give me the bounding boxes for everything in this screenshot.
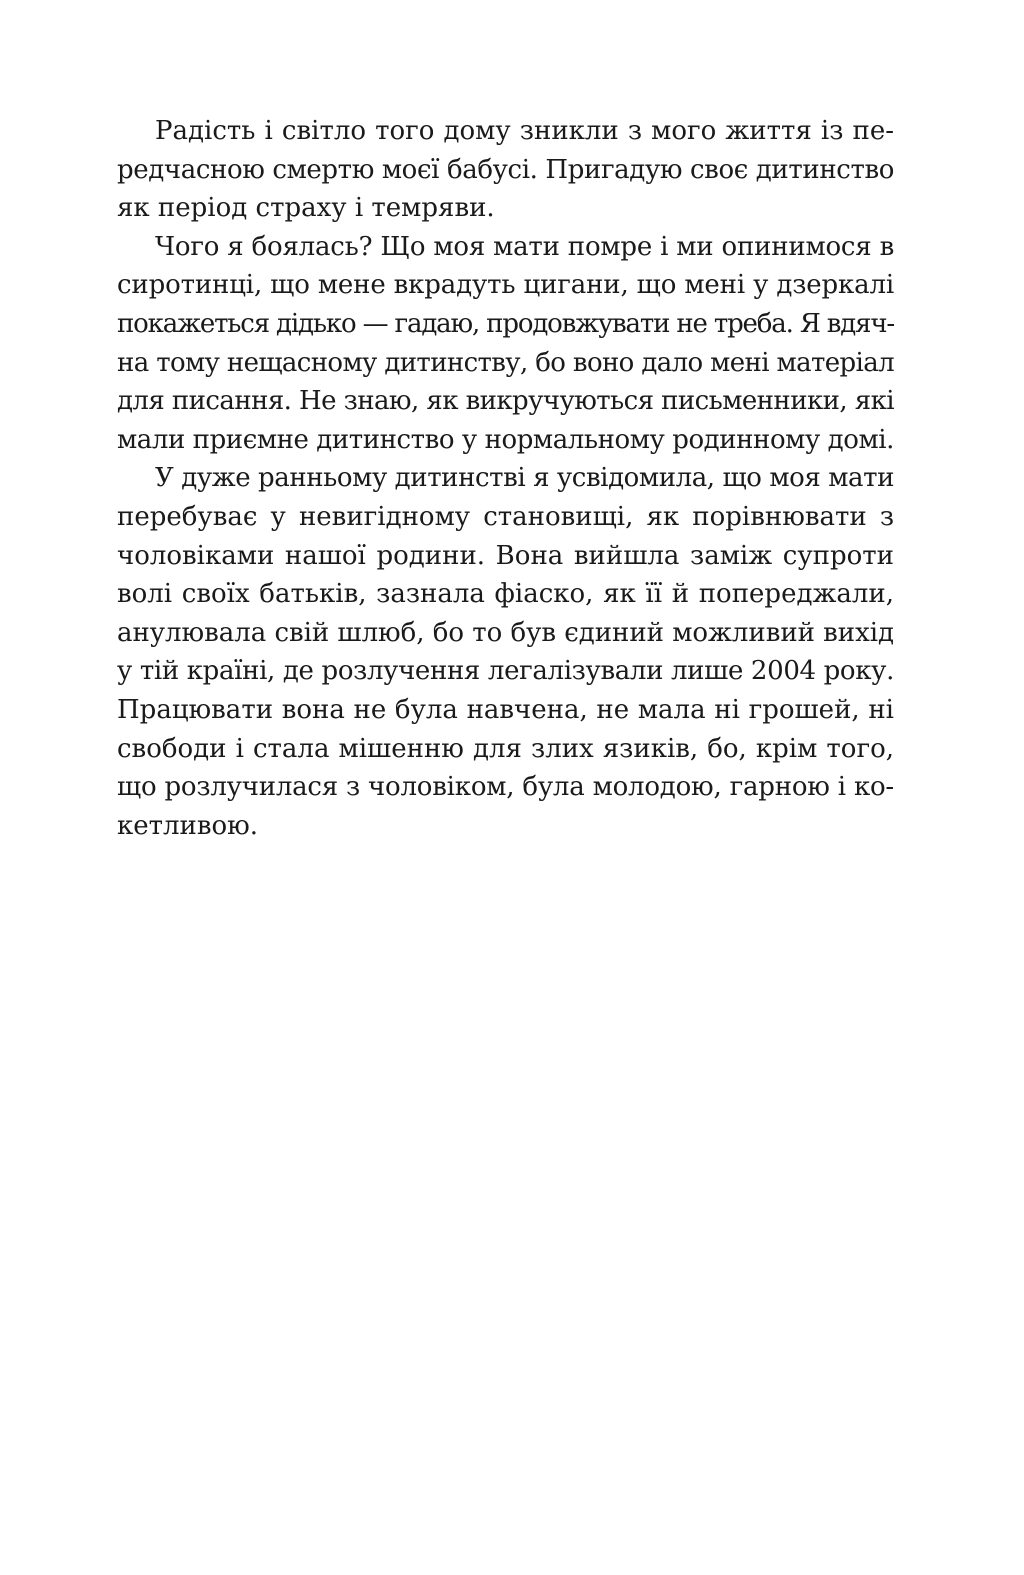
text-line: як період страху і темряви. <box>117 193 495 224</box>
text-line: волі своїх батьків, зазнала фіаско, як її й попереджали, <box>117 579 894 610</box>
text-line: Працювати вона не була навчена, не мала ні грошей, ні <box>117 694 894 725</box>
text-line: покажеться дідько — гадаю, продовжувати не треба. Я вдяч- <box>117 308 894 339</box>
text-line: для писання. Не знаю, як викручуються письменники, які <box>117 386 894 417</box>
text-line: що розлучилася з чоловіком, була молодою, гарною і ко- <box>117 772 895 803</box>
text-line: сиротинці, що мене вкрадуть цигани, що мені у дзеркалі <box>117 270 895 301</box>
text-line: Чого я боялась? Що моя мати помре і ми опинимося в <box>155 231 894 262</box>
paragraph <box>117 228 894 460</box>
page-body <box>117 112 894 845</box>
text-line: анулювала свій шлюб, бо то був єдиний можливий вихід <box>117 617 894 648</box>
text-line: У дуже ранньому дитинстві я усвідомила, що моя мати <box>155 463 895 494</box>
text-line: мали приємне дитинство у нормальному родинному домі. <box>117 424 894 455</box>
text-line: Радість і світло того дому зникли з мого життя із пе- <box>155 116 894 146</box>
text-line: кетливою. <box>117 810 259 841</box>
text-line: на тому нещасному дитинству, бо воно дало мені матеріал <box>117 347 894 378</box>
paragraph <box>117 459 894 845</box>
text-line: чоловіками нашої родини. Вона вийшла заміж супроти <box>117 540 894 571</box>
text-line: редчасною смертю моєї бабусі. Пригадую своє дитинство <box>117 154 894 185</box>
text-line: у тій країні, де розлучення легалізували лише 2004 року. <box>117 656 895 687</box>
text-line: свободи і стала мішенню для злих язиків, бо, крім того, <box>117 733 894 764</box>
paragraph <box>117 112 894 228</box>
text-line: перебуває у невигідному становищі, як порівнювати з <box>117 501 894 532</box>
